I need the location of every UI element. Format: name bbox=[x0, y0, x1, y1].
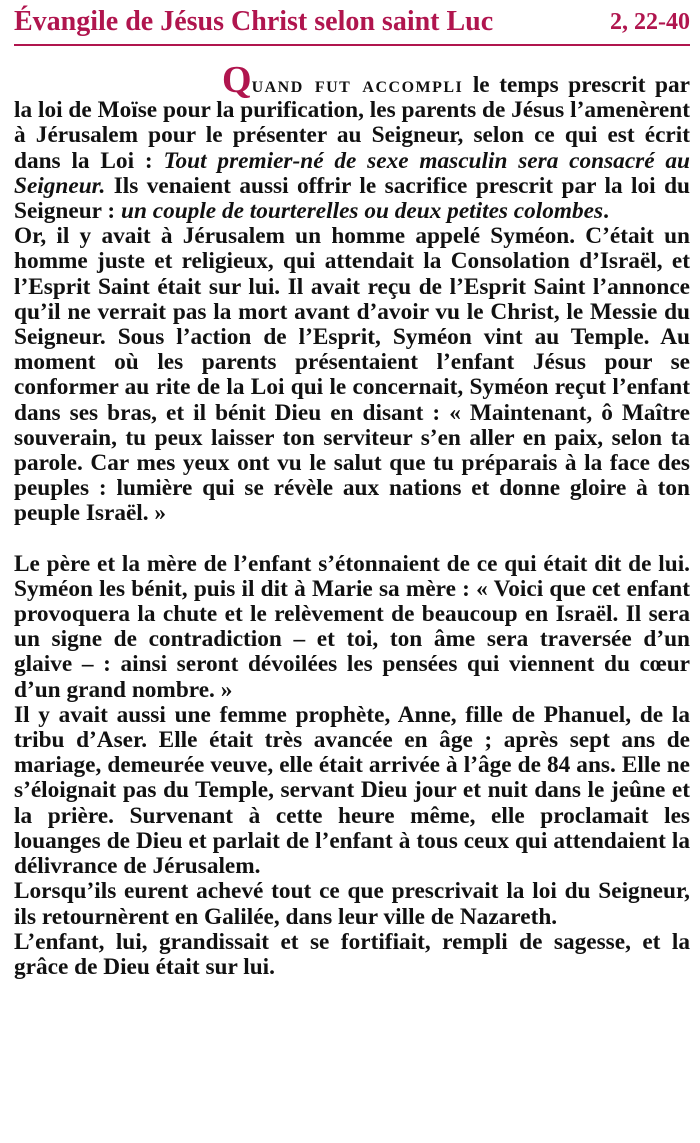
paragraph-4: Il y avait aussi une femme prophète, Anne, fille de Phanuel, de la tribu d’Aser. Elle était très avancée en âge ; après sept ans de mariage, demeurée veuve, elle était arrivée à l’âge de 84 ans. Elle ne s’éloignait pas du Temple, servant Dieu jour et nuit dans le jeûne et la prière. Survenant à cette heure même, elle proclamait les louanges de Dieu et parlait de l’enfant à tous ceux qui attendaient la délivrance de Jérusalem. bbox=[14, 701, 690, 880]
paragraph-6: L’enfant, lui, grandissait et se fortifiait, rempli de sagesse, et la grâce de Dieu était sur lui. bbox=[14, 928, 690, 980]
paragraph-5: Lorsqu’ils eurent achevé tout ce que prescrivait la loi du Seigneur, ils retournèrent en Galilée, dans leur ville de Nazareth. bbox=[14, 878, 690, 930]
verse-reference: 2, 22-40 bbox=[610, 9, 690, 35]
paragraph-1 bbox=[14, 59, 690, 225]
drop-cap-letter: Q bbox=[222, 59, 252, 101]
paragraph-3: Le père et la mère de l’enfant s’étonnaient de ce qui était dit de lui. Syméon les bénit, puis il dit à Marie sa mère : « Voici que cet enfant provoquera la chute et le relèvement de beaucoup en Israël. Il sera un signe de contradiction – et toi, ton âme sera traversée d’un glaive – : ainsi seront dévoilées les pensées qui viennent du cœur d’un grand nombre. » bbox=[14, 550, 690, 703]
opening-small-caps: uand fut accompli bbox=[251, 72, 464, 98]
scripture-quote-2: un couple de tourterelles ou deux petites colombes bbox=[121, 198, 604, 225]
gospel-text bbox=[14, 59, 690, 980]
paragraph-2: Or, il y avait à Jérusalem un homme appelé Syméon. C’était un homme juste et religieux, qui attendait la Consolation d’Israël, et l’Esprit Saint était sur lui. Il avait reçu de l’Esprit Saint l’annonce qu’il ne verrait pas la mort avant d’avoir vu le Christ, le Messie du Seigneur. Sous l’action de l’Esprit, Syméon vint au Temple. Au moment où les parents présentaient l’enfant Jésus pour se conformer au rite de la Loi qui le concernait, Syméon reçut l’enfant dans ses bras, et il bénit Dieu en disant : « Maintenant, ô Maître souverain, tu peux laisser ton serviteur s’en aller en paix, selon ta parole. Car mes yeux ont vu le salut que tu préparais à la face des peuples : lumière qui se révèle aux nations et donne gloire à ton peuple Israël. » bbox=[14, 223, 690, 527]
page-header bbox=[14, 4, 690, 46]
paragraph-1-text-b: Ils venaient aussi offrir le sacrifice prescrit par la loi du Seigneur : bbox=[14, 172, 690, 225]
gospel-title: Évangile de Jésus Christ selon saint Luc bbox=[14, 6, 494, 37]
paragraph-1-text-a: le temps prescrit par la loi de Moïse pour la purification, les parents de Jésus l’amenèrent à Jérusalem pour le présenter au Seigneur, selon ce qui est écrit dans la Loi : bbox=[14, 72, 690, 174]
paragraph-1-text-c: . bbox=[603, 198, 609, 225]
scripture-quote-1: Tout premier-né de sexe masculin sera consacré au Seigneur. bbox=[14, 147, 690, 199]
